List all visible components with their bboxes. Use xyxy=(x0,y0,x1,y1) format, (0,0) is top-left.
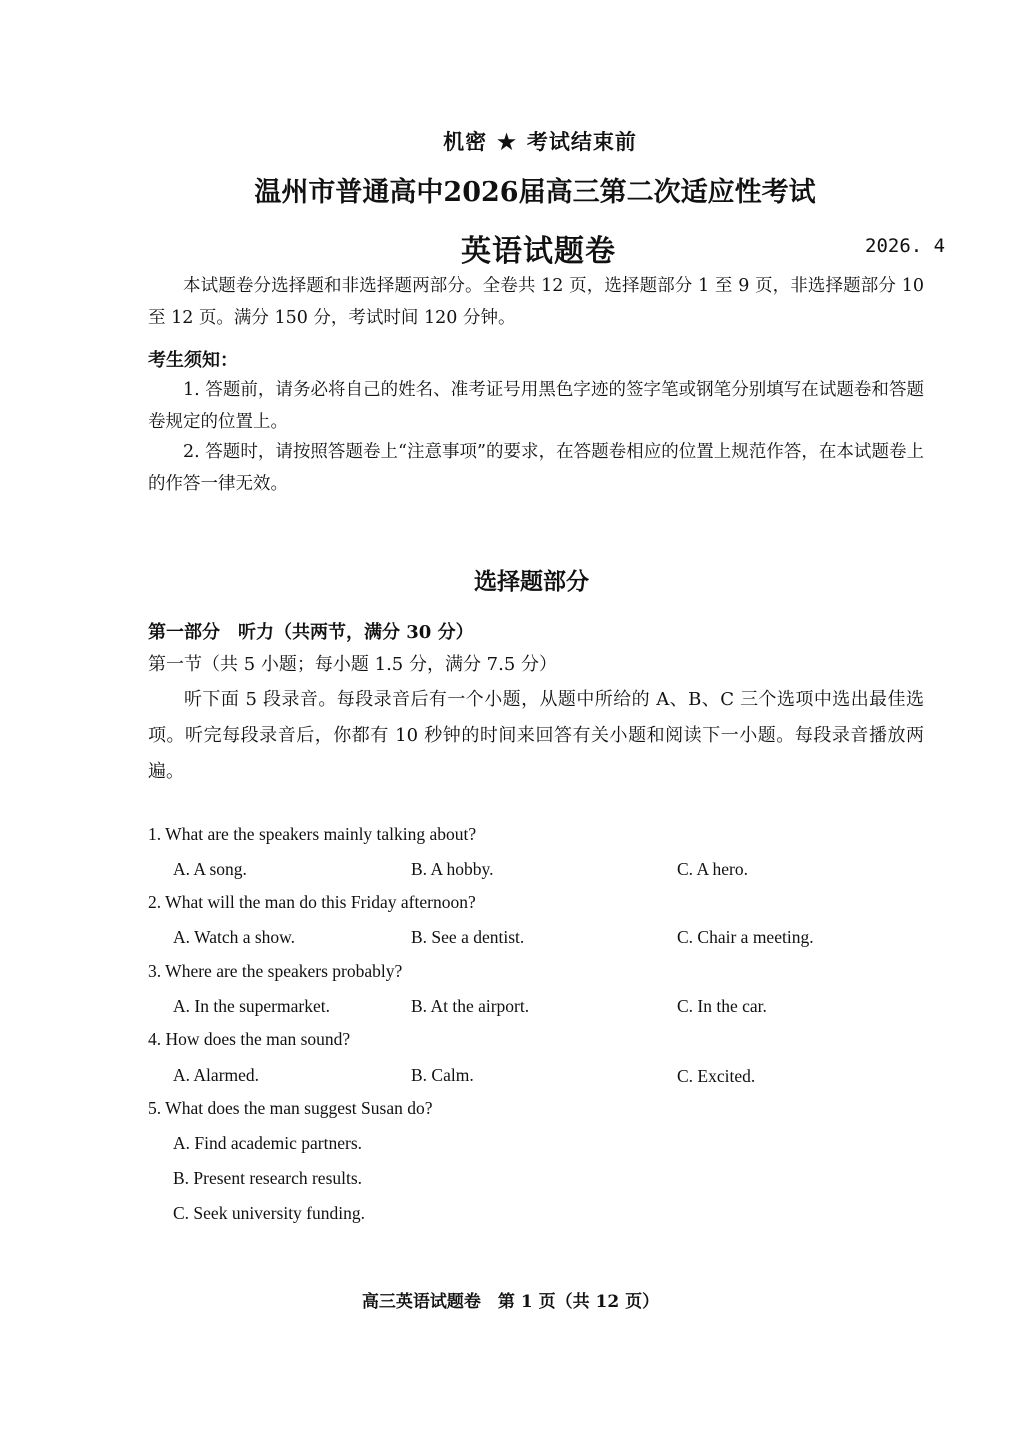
option-c: C. In the car. xyxy=(677,996,767,1016)
question-3: 3. Where are the speakers probably? xyxy=(148,961,403,981)
notice-heading: 考生须知： xyxy=(148,350,238,371)
listening-instructions: 听下面 5 段录音。每段录音后有一个小题，从题中所给的 A、B、C 三个选项中选出最佳选项。听完每段录音后，你都有 10 秒钟的时间来回答有关小题和阅读下一小题。每段录音播放两遍。 xyxy=(148,689,924,782)
option-c: C. Chair a meeting. xyxy=(677,927,814,947)
option-b: B. Present research results. xyxy=(173,1168,363,1188)
option-a: A. Find academic partners. xyxy=(173,1133,363,1153)
question-2: 2. What will the man do this Friday afternoon? xyxy=(148,892,476,912)
question-4: 4. How does the man sound? xyxy=(148,1029,351,1049)
option-b: B. Calm. xyxy=(411,1065,474,1085)
option-b: B. See a dentist. xyxy=(411,927,525,947)
notice-item: 1. 答题前，请务必将自己的姓名、准考证号用黑色字迹的签字笔或钢笔分别填写在试题卷和答题卷规定的位置上。 xyxy=(148,380,924,432)
section-heading: 第一节（共 5 小题；每小题 1.5 分，满分 7.5 分） xyxy=(148,654,558,675)
notice-item: 2. 答题时，请按照答题卷上“注意事项”的要求，在答题卷相应的位置上规范作答，在本试题卷上的作答一律无效。 xyxy=(148,442,924,494)
page-footer: 高三英语试题卷 第 1 页（共 12 页） xyxy=(361,1292,660,1312)
option-b: B. A hobby. xyxy=(411,859,494,879)
star-icon: ★ xyxy=(497,129,517,154)
intro-paragraph: 本试题卷分选择题和非选择题两部分。全卷共 12 页，选择题部分 1 至 9 页，非选择题部分 10 至 12 页。满分 150 分，考试时间 120 分钟。 xyxy=(148,276,924,328)
option-a: A. In the supermarket. xyxy=(173,996,330,1016)
option-c: C. A hero. xyxy=(677,859,748,879)
section-title: 选择题部分 xyxy=(474,568,589,595)
option-c: C. Seek university funding. xyxy=(173,1203,365,1223)
exam-date: 2026. 4 xyxy=(865,235,946,257)
option-a: A. A song. xyxy=(173,859,247,879)
confidential-text: 机密 xyxy=(443,129,488,154)
option-c: C. Excited. xyxy=(677,1066,756,1086)
confidential-label xyxy=(0,126,1021,156)
exam-title: 温州市普通高中2026届高三第二次适应性考试 xyxy=(254,177,816,208)
question-1: 1. What are the speakers mainly talking about? xyxy=(148,824,477,844)
paper-title: 英语试题卷 xyxy=(461,234,616,269)
part-heading: 第一部分 听力（共两节，满分 30 分） xyxy=(148,622,474,643)
option-a: A. Alarmed. xyxy=(173,1065,260,1085)
before-exam-end-text: 考试结束前 xyxy=(526,129,637,154)
option-b: B. At the airport. xyxy=(411,996,530,1016)
option-a: A. Watch a show. xyxy=(173,927,296,947)
question-5: 5. What does the man suggest Susan do? xyxy=(148,1098,433,1118)
